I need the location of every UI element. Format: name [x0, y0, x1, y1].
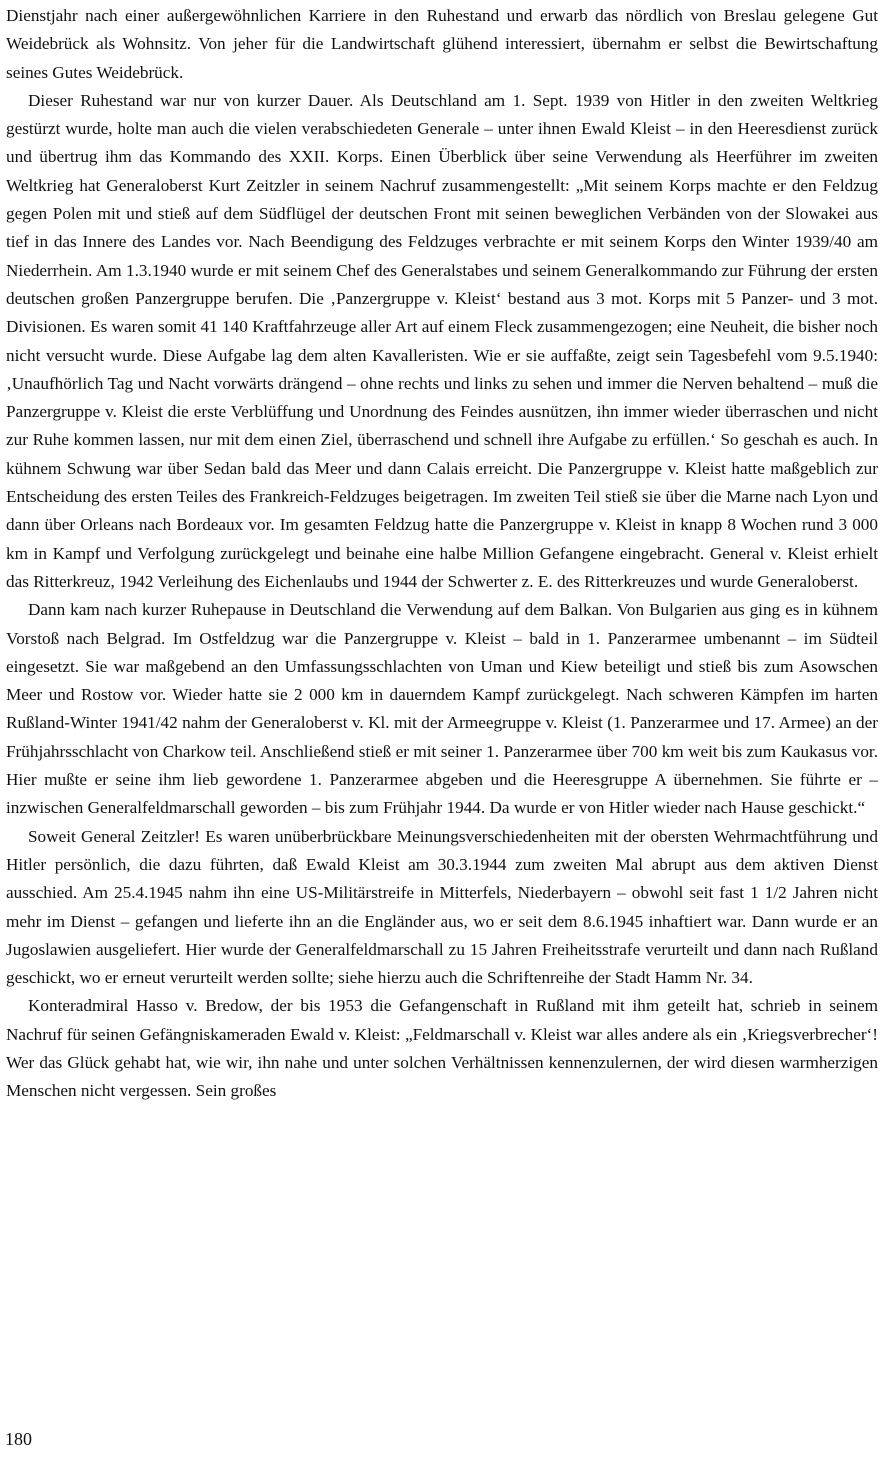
page-number: 180 — [5, 1429, 32, 1449]
paragraph-2: Dieser Ruhestand war nur von kurzer Dauer. Als Deutschland am 1. Sept. 1939 von Hitler in den zweiten Weltkrieg gestürzt wurde, holte man auch die vielen verabschiedeten Generale – unter ihnen Ewald Kleist – in den Heeresdienst zurück und übertrug ihm das Kommando des XXII. Korps. Einen Überblick über seine Verwendung als Heerführer im zweiten Weltkrieg hat Generaloberst Kurt Zeitzler in seinem Nachruf zusammengestellt: „Mit seinem Korps machte er den Feldzug gegen Polen mit und stieß auf dem Südflügel der deutschen Front mit seinen beweglichen Verbänden von der Slowakei aus tief in das Innere des Landes vor. Nach Beendigung des Feldzuges verbrachte er mit seinem Korps den Winter 1939/40 am Niederrhein. Am 1.3.1940 wurde er mit seinem Chef des Generalstabes und seinem Generalkommando zur Führung der ersten deutschen großen Panzergruppe berufen. Die ‚Panzergruppe v. Kleist‘ bestand aus 3 mot. Korps mit 5 Panzer- und 3 mot. Divisionen. Es waren somit 41 140 Kraftfahrzeuge aller Art auf einem Fleck zusammengezogen; eine Neuheit, die bisher noch nicht versucht wurde. Diese Aufgabe lag dem alten Kavalleristen. Wie er sie auffaßte, zeigt sein Tagesbefehl vom 9.5.1940: ‚Unaufhörlich Tag und Nacht vorwärts drängend – ohne rechts und links zu sehen und immer die Nerven behaltend – muß die Panzergruppe v. Kleist die erste Verblüffung und Unordnung des Feindes ausnützen, ihn immer wieder überraschen und nicht zur Ruhe kommen lassen, nur mit dem einen Ziel, überraschend und schnell ihre Aufgabe zu erfüllen.‘ So geschah es auch. In kühnem Schwung war über Sedan bald das Meer und dann Calais erreicht. Die Panzergruppe v. Kleist hatte maßgeblich zur Entscheidung des ersten Teiles des Frankreich-Feldzuges beigetragen. Im zweiten Teil stieß sie über die Marne nach Lyon und dann über Orleans nach Bordeaux vor. Im gesamten Feldzug hatte die Panzergruppe v. Kleist in knapp 8 Wochen rund 3 000 km in Kampf und Verfolgung zurückgelegt und beinahe eine halbe Million Gefangene eingebracht. General v. Kleist erhielt das Ritterkreuz, 1942 Verleihung des Eichenlaubs und 1944 der Schwerter z. E. des Ritterkreuzes und wurde Generaloberst. — [6, 90, 878, 591]
paragraph-5: Konteradmiral Hasso v. Bredow, der bis 1953 die Gefangenschaft in Rußland mit ihm geteilt hat, schrieb in seinem Nachruf für seinen Gefängniskameraden Ewald v. Kleist: „Feldmarschall v. Kleist war alles andere als ein ‚Kriegsverbrecher‘! Wer das Glück gehabt hat, wie wir, ihn nahe und unter solchen Verhältnissen kennenzulernen, der wird diesen warmherzigen Menschen nicht vergessen. Sein großes — [6, 996, 878, 1101]
paragraph-3: Dann kam nach kurzer Ruhepause in Deutschland die Verwendung auf dem Balkan. Von Bulgarien aus ging es in kühnem Vorstoß nach Belgrad. Im Ostfeldzug war die Panzergruppe v. Kleist – bald in 1. Panzerarmee umbenannt – im Südteil eingesetzt. Sie war maßgebend an den Umfassungsschlachten von Uman und Kiew beteiligt und stieß bis zum Asowschen Meer und Rostow vor. Wieder hatte sie 2 000 km in dauerndem Kampf zurückgelegt. Nach schweren Kämpfen im harten Rußland-Winter 1941/42 nahm der Generaloberst v. Kl. mit der Armeegruppe v. Kleist (1. Panzerarmee und 17. Armee) an der Frühjahrsschlacht von Charkow teil. Anschließend stieß er mit seiner 1. Panzerarmee über 700 km weit bis zum Kaukasus vor. Hier mußte er seine ihm lieb gewordene 1. Panzerarmee abgeben und die Heeresgruppe A übernehmen. Sie führte er – inzwischen Generalfeldmarschall geworden – bis zum Frühjahr 1944. Da wurde er von Hitler wieder nach Hause geschickt.“ — [6, 600, 878, 818]
paragraph-1: Dienstjahr nach einer außergewöhnlichen Karriere in den Ruhestand und erwarb das nördlich von Breslau gelegene Gut Weidebrück als Wohnsitz. Von jeher für die Landwirtschaft glühend interessiert, übernahm er selbst die Bewirtschaftung seines Gutes Weidebrück. — [6, 6, 878, 82]
paragraph-4: Soweit General Zeitzler! Es waren unüberbrückbare Meinungsverschiedenheiten mit der obersten Wehrmachtführung und Hitler persönlich, die dazu führten, daß Ewald Kleist am 30.3.1944 zum zweiten Mal abrupt aus dem aktiven Dienst ausschied. Am 25.4.1945 nahm ihn eine US-Militärstreife in Mitterfels, Niederbayern – obwohl seit fast 1 1/2 Jahren nicht mehr im Dienst – gefangen und lieferte ihn an die Engländer aus, wo er seit dem 8.6.1945 inhaftiert war. Dann wurde er an Jugoslawien ausgeliefert. Hier wurde der Generalfeldmarschall zu 15 Jahren Freiheitsstrafe verurteilt und dann nach Rußland geschickt, wo er erneut verurteilt werden sollte; siehe hierzu auch die Schriftenreihe der Stadt Hamm Nr. 34. — [6, 826, 878, 988]
document-page — [6, 2, 878, 1106]
